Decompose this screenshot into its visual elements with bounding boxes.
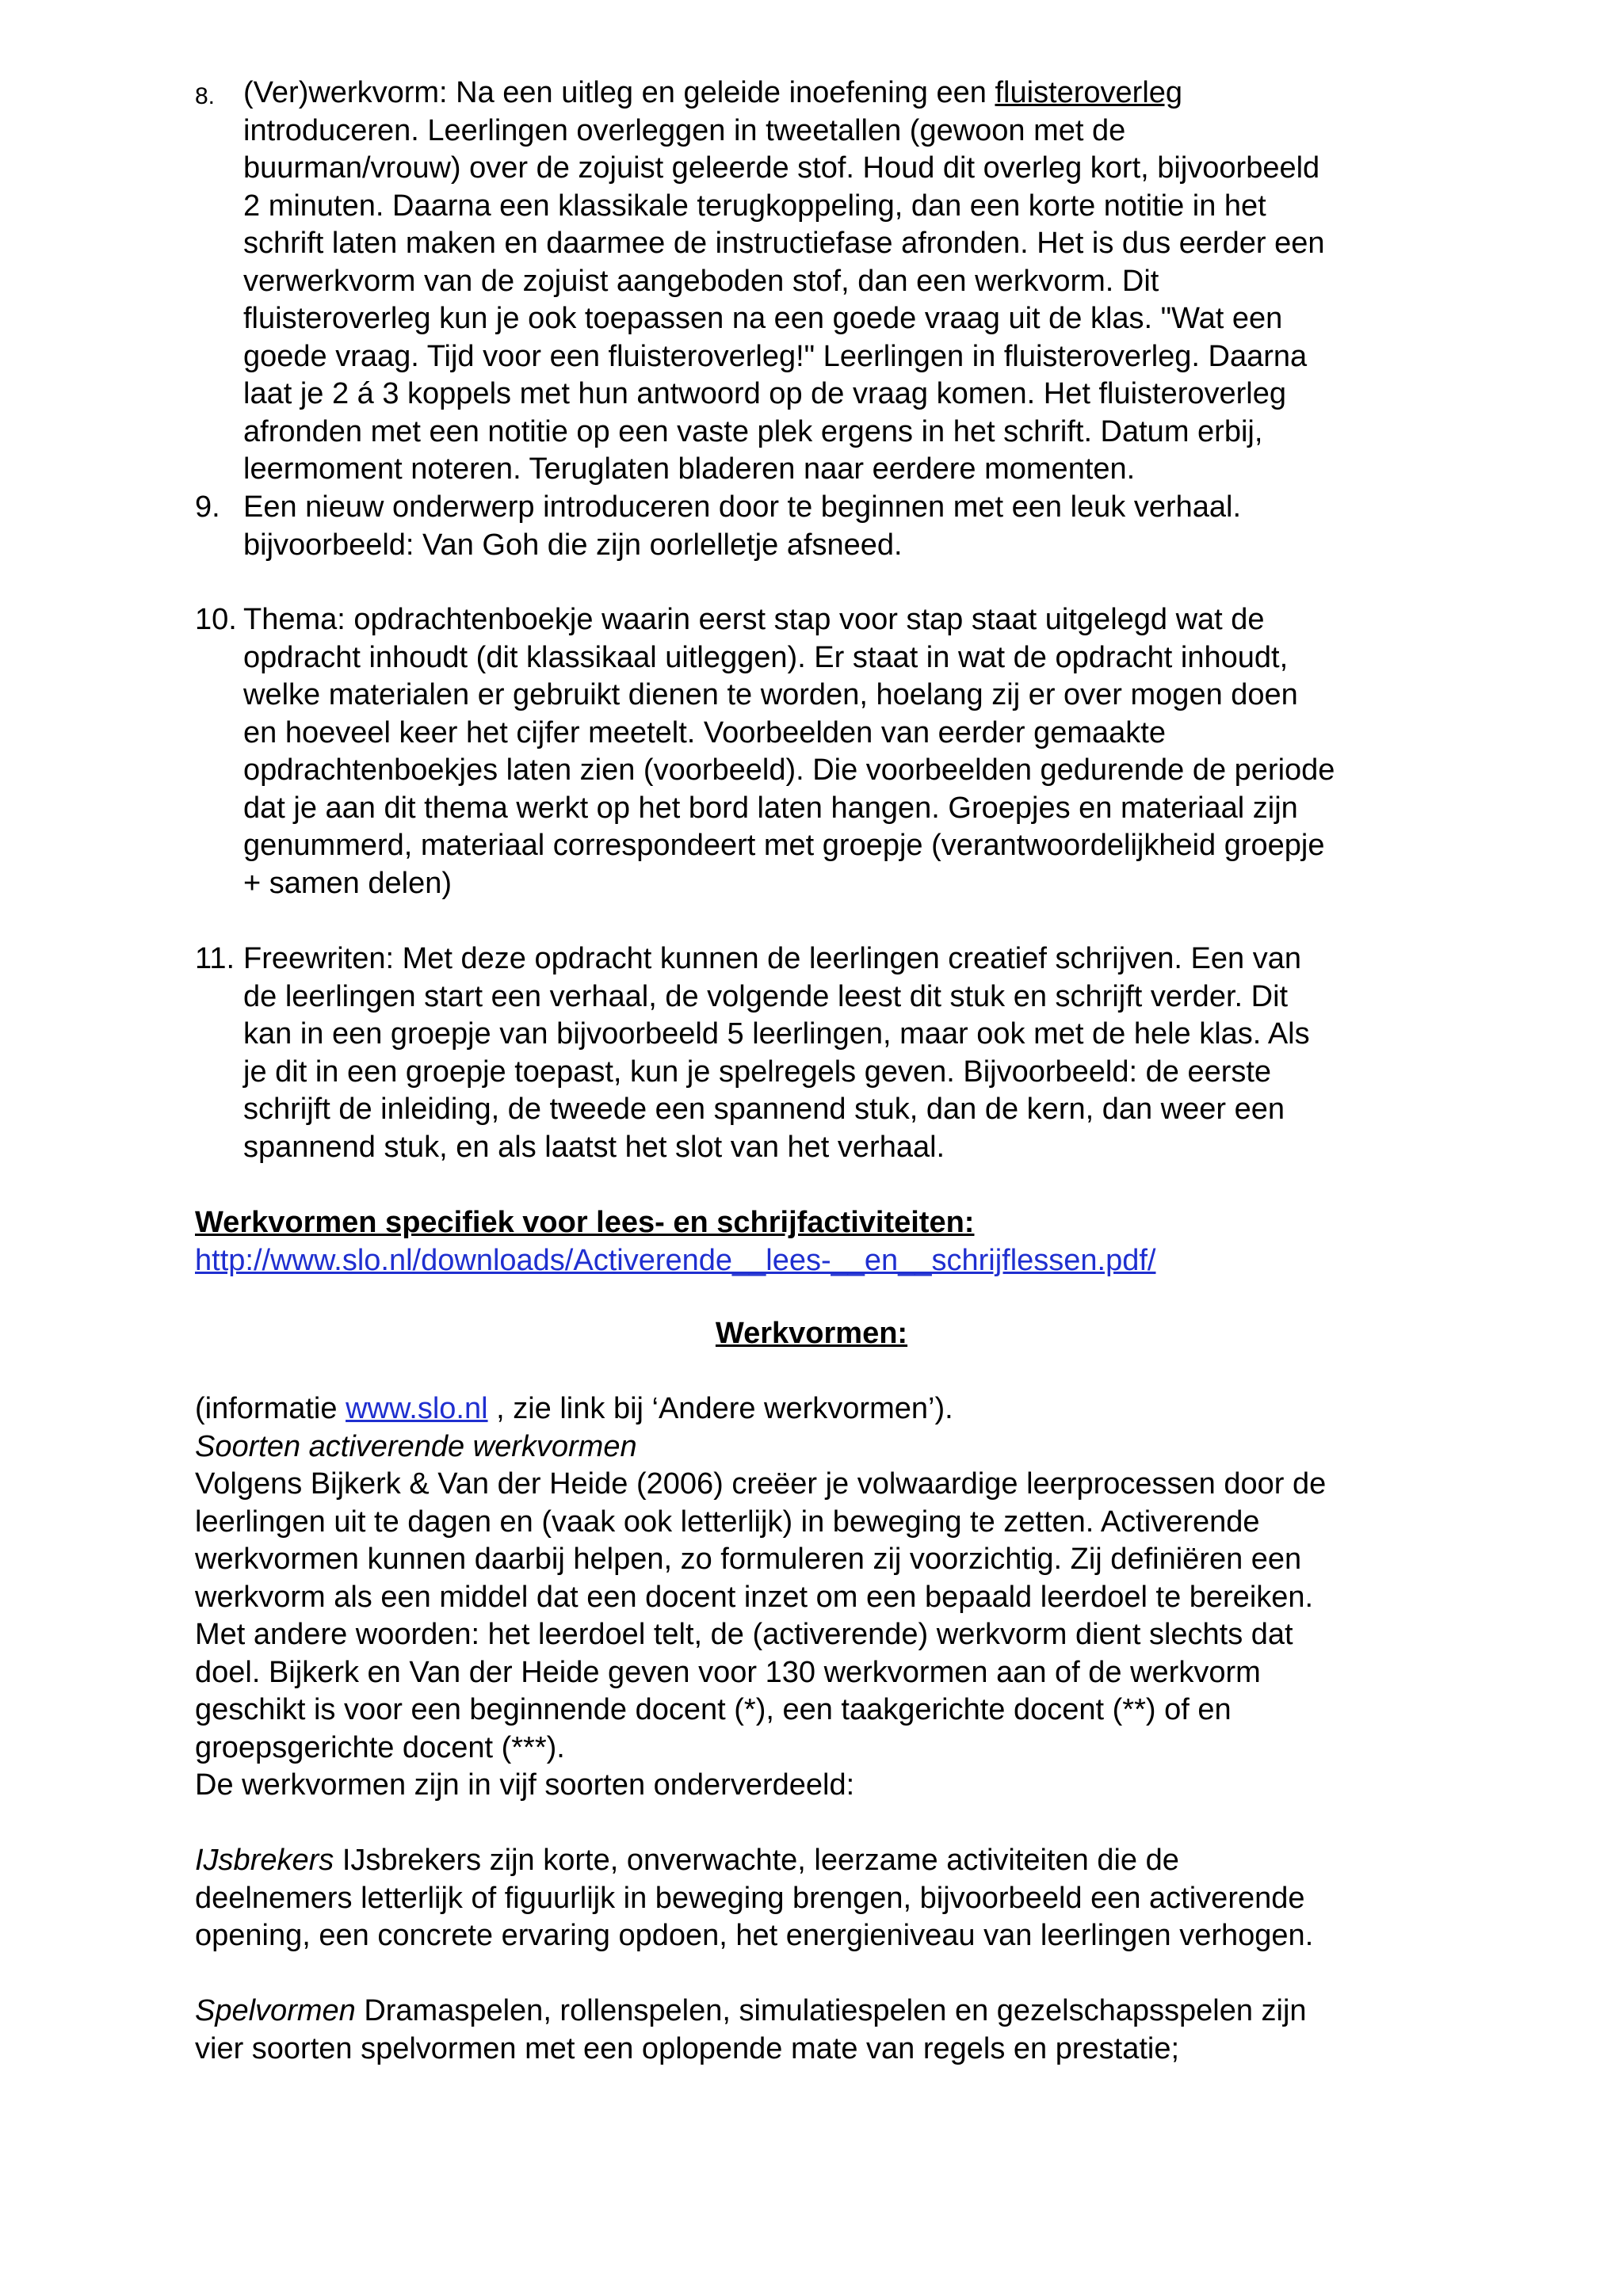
list-item-text: (Ver)werkvorm: Na een uitleg en geleide inoefening een fluisteroverleg introduceren. Leerlingen overleggen in tweetallen (gewoon met de buurman/vrouw) over de zojuist geleerde stof. Houd dit overleg kort, bijvoorbeeld 2 minuten. Daarna een klassikale terugkoppeling, dan een korte notitie in het schrift laten maken en daarmee de instructiefase afronden. Het is dus eerder een verwerkvorm van de zojuist aangeboden stof, dan een werkvorm. Dit fluisteroverleg kun je ook toepassen na een goede vraag uit de klas. "Wat een goede vraag. Tijd voor een fluisteroverleg!" Leerlingen in fluisteroverleg. Daarna laat je 2 á 3 koppels met hun antwoord op de vraag komen. Het fluisteroverleg afronden met een notitie op een vaste plek ergens in het schrift. Datum erbij, leermoment noteren. Teruglaten bladeren naar eerdere momenten. (243, 76, 1325, 486)
slo-link[interactable]: www.slo.nl (346, 1392, 488, 1425)
list-number: 10. (195, 603, 237, 636)
werkvormen-body: (informatie www.slo.nl , zie link bij ‘Andere werkvormen’). Soorten activerende werkvormen Volgens Bijkerk & Van der Heide (2006) creëer je volwaardige leerprocessen door de leerlingen uit te dagen en (vaak ook letterlijk) in beweging te zetten. Activerende werkvormen kunnen daarbij helpen, zo formuleren zij voorzichtig. Zij definiëren een werkvorm als een middel dat een docent inzet om een bepaald leerdoel te bereiken. Met andere woorden: het leerdoel telt, de (activerende) werkvorm dient slechts dat doel. Bijkerk en Van der Heide geven voor 130 werkvormen aan of de werkvorm geschikt is voor een beginnende docent (*), een taakgerichte docent (**) of en groepsgerichte docent (***). De werkvormen zijn in vijf soorten onderverdeeld: (195, 1390, 1479, 1805)
list-item-text: Een nieuw onderwerp introduceren door te beginnen met een leuk verhaal. bijvoorbeeld: Van Goh die zijn oorlelletje afsneed. (243, 490, 1242, 562)
list-number: 8. (195, 83, 216, 109)
pdf-link[interactable]: http://www.slo.nl/downloads/Activerende__lees-__en__schrijflessen.pdf/ (195, 1243, 1156, 1277)
fluisteroverleg-underlined: fluisteroverleg (995, 76, 1183, 109)
spelvormen-label: Spelvormen (195, 1994, 356, 2027)
list-number: 9. (195, 490, 220, 524)
section-heading: Werkvormen specifiek voor lees- en schrijfactiviteiten: (195, 1206, 975, 1239)
ijsbrekers-label: IJsbrekers (195, 1844, 334, 1877)
list-item-text: Thema: opdrachtenboekje waarin eerst stap voor stap staat uitgelegd wat de opdracht inhoudt (dit klassikaal uitleggen). Er staat in wat de opdracht inhoudt, welke materialen er gebruikt dienen te worden, hoelang zij er over mogen doen en hoeveel keer het cijfer meetelt. Voorbeelden van eerder gemaakte opdrachtenboekjes laten zien (voorbeeld). Die voorbeelden gedurende de periode dat je aan dit thema werkt op het bord laten hangen. Groepjes en materiaal zijn genummerd, materiaal correspondeert met groepje (verantwoordelijkheid groepje + samen delen) (243, 603, 1335, 900)
list-number: 11. (195, 942, 235, 975)
spelvormen-paragraph: Spelvormen Dramaspelen, rollenspelen, simulatiespelen en gezelschapsspelen zijn vier soorten spelvormen met een oplopende mate van regels en prestatie; (195, 1994, 1307, 2065)
page-title: Werkvormen: (715, 1317, 908, 1350)
section-specific (195, 1204, 1479, 1280)
info-line: (informatie www.slo.nl , zie link bij ‘Andere werkvormen’). (195, 1392, 953, 1425)
ijsbrekers-paragraph: IJsbrekers IJsbrekers zijn korte, onverwachte, leerzame activiteiten die de deelnemers letterlijk of figuurlijk in beweging brengen, bijvoorbeeld een activerende opening, een concrete ervaring opdoen, het energieniveau van leerlingen verhogen. (195, 1844, 1314, 1952)
list-item-text: Freewriten: Met deze opdracht kunnen de leerlingen creatief schrijven. Een van de leerlingen start een verhaal, de volgende leest dit stuk en schrijft verder. Dit kan in een groepje van bijvoorbeeld 5 leerlingen, maar ook met de hele klas. Als je dit in een groepje toepast, kun je spelregels geven. Bijvoorbeeld: de eerste schrijft de inleiding, de tweede een spannend stuk, dan de kern, dan weer een spannend stuk, en als laatst het slot van het verhaal. (243, 942, 1310, 1164)
subtitle: Soorten activerende werkvormen (195, 1429, 637, 1463)
